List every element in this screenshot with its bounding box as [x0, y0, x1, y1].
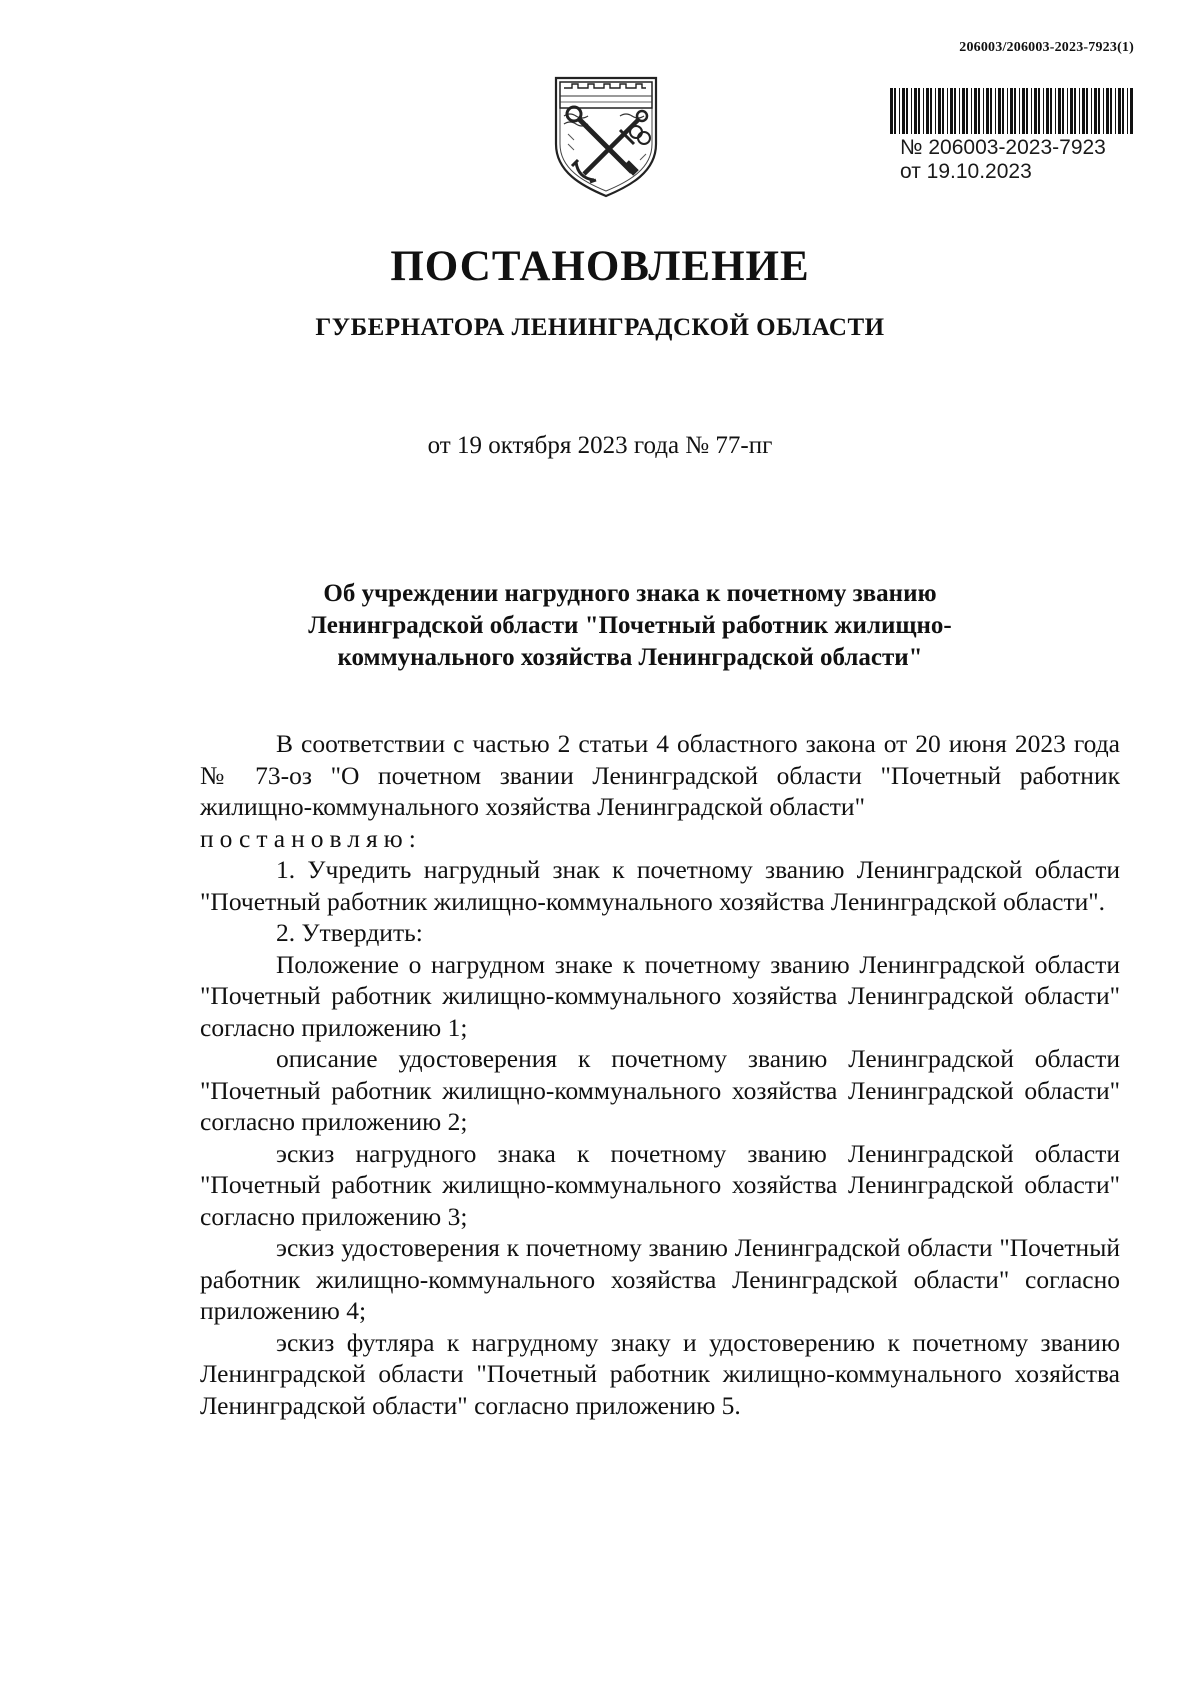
barcode-bar — [978, 88, 980, 134]
barcode-bar — [906, 88, 908, 134]
sub-item-paragraph: эскиз футляра к нагрудному знаку и удостоверению к почетному званию Ленинградской области "Почетный работник жилищно-коммунального хозяйства Ленинградской области" согласно приложению 5. — [200, 1327, 1120, 1420]
sub-item-paragraph: эскиз удостоверения к почетному званию Ленинградской области "Почетный работник жилищно-коммунального хозяйства Ленинградской области" согласно приложению 4; — [200, 1233, 1120, 1325]
barcode-bar — [1082, 88, 1085, 134]
barcode-bar — [971, 88, 972, 134]
barcode-icon — [890, 88, 1136, 134]
heading-line: Об учреждении нагрудного знака к почетному званию — [323, 580, 937, 607]
sub-item-paragraph: описание удостоверения к почетному званию Ленинградской области "Почетный работник жилищно-коммунального хозяйства Ленинградской области" согласно приложению 2; — [200, 1044, 1120, 1136]
barcode-bar — [1022, 88, 1025, 134]
barcode-bar — [1091, 88, 1092, 134]
barcode-bar — [1130, 88, 1133, 134]
sub-item-paragraph: Положение о нагрудном знаке к почетному званию Ленинградской области "Почетный работник жилищно-коммунального хозяйства Ленинградской области" согласно приложению 1; — [200, 949, 1120, 1042]
registration-stamp — [900, 136, 1106, 184]
barcode-bar — [950, 88, 953, 134]
barcode-bar — [1094, 88, 1097, 134]
barcode-bar — [983, 88, 984, 134]
barcode-bar — [894, 88, 896, 134]
barcode-bar — [1043, 88, 1044, 134]
preamble-paragraph: В соответствии с частью 2 статьи 4 областного закона от 20 июня 2023 года № 73-оз "О почетном звании Ленинградской области "Почетный работник жилищно-коммунального хозяйства Ленинградской области" — [200, 729, 1120, 821]
heading-line: Ленинградской области "Почетный работник жилищно- — [308, 612, 952, 639]
barcode-bar — [1110, 88, 1112, 134]
barcode-bar — [1098, 88, 1100, 134]
barcode-bar — [1046, 88, 1049, 134]
barcode-bar — [947, 88, 948, 134]
sub-item-paragraph: эскиз нагрудного знака к почетному званию Ленинградской области "Почетный работник жилищно-коммунального хозяйства Ленинградской области" согласно приложению 3; — [200, 1138, 1120, 1231]
registration-number: № 206003-2023-7923 — [900, 136, 1106, 159]
resolve-word: постановляю: — [200, 823, 422, 853]
heading-line: коммунального хозяйства Ленинградской области" — [337, 644, 923, 671]
document-title: ПОСТАНОВЛЕНИЕ — [390, 243, 810, 290]
barcode-bar — [930, 88, 932, 134]
barcode-bar — [1050, 88, 1052, 134]
barcode-bar — [1106, 88, 1109, 134]
document-issuer: ГУБЕРНАТОРА ЛЕНИНГРАДСКОЙ ОБЛАСТИ — [315, 314, 885, 341]
barcode-bar — [1103, 88, 1104, 134]
leningrad-oblast-coat-of-arms-icon — [550, 74, 662, 200]
barcode-bar — [1086, 88, 1088, 134]
barcode-bar — [899, 88, 900, 134]
barcode-bar — [942, 88, 944, 134]
barcode-bar — [1115, 88, 1116, 134]
item-1-paragraph: 1. Учредить нагрудный знак к почетному званию Ленинградской области "Почетный работник жилищно-коммунального хозяйства Ленинградской области". — [200, 855, 1120, 916]
barcode-bar — [902, 88, 905, 134]
document-heading — [250, 578, 1010, 674]
item-2-paragraph: 2. Утвердить: — [276, 918, 423, 947]
barcode-bar — [998, 88, 1001, 134]
barcode-bar — [1058, 88, 1061, 134]
barcode-bar — [918, 88, 920, 134]
barcode-bar — [1034, 88, 1037, 134]
barcode-bar — [986, 88, 989, 134]
barcode-bar — [954, 88, 956, 134]
barcode-bar — [923, 88, 924, 134]
barcode-bar — [990, 88, 992, 134]
barcode-bar — [1055, 88, 1056, 134]
barcode-bar — [1031, 88, 1032, 134]
barcode-bar — [995, 88, 996, 134]
document-reference: 206003/206003-2023-7923(1) — [959, 40, 1134, 55]
barcode-bar — [1118, 88, 1121, 134]
barcode-bar — [974, 88, 977, 134]
document-date-number: от 19 октября 2023 года № 77-пг — [427, 432, 773, 459]
barcode-bar — [1002, 88, 1004, 134]
barcode-bar — [1010, 88, 1013, 134]
barcode-bar — [926, 88, 929, 134]
barcode-bar — [1074, 88, 1076, 134]
barcode-bar — [935, 88, 936, 134]
barcode-bar — [962, 88, 965, 134]
barcode-bar — [1122, 88, 1124, 134]
barcode-bar — [1070, 88, 1073, 134]
barcode-bar — [914, 88, 917, 134]
barcode-bar — [890, 88, 893, 134]
barcode-bar — [911, 88, 912, 134]
barcode-bar — [1062, 88, 1064, 134]
document-body — [200, 728, 1120, 1421]
barcode-bar — [1067, 88, 1068, 134]
barcode-bar — [1019, 88, 1020, 134]
barcode-bar — [1014, 88, 1016, 134]
barcode-bar — [966, 88, 968, 134]
barcode-bar — [1127, 88, 1128, 134]
barcode-bar — [1079, 88, 1080, 134]
barcode-bar — [938, 88, 941, 134]
barcode-bar — [959, 88, 960, 134]
barcode-bar — [1026, 88, 1028, 134]
barcode-bar — [1007, 88, 1008, 134]
registration-date: от 19.10.2023 — [900, 160, 1032, 183]
barcode-bar — [1038, 88, 1040, 134]
